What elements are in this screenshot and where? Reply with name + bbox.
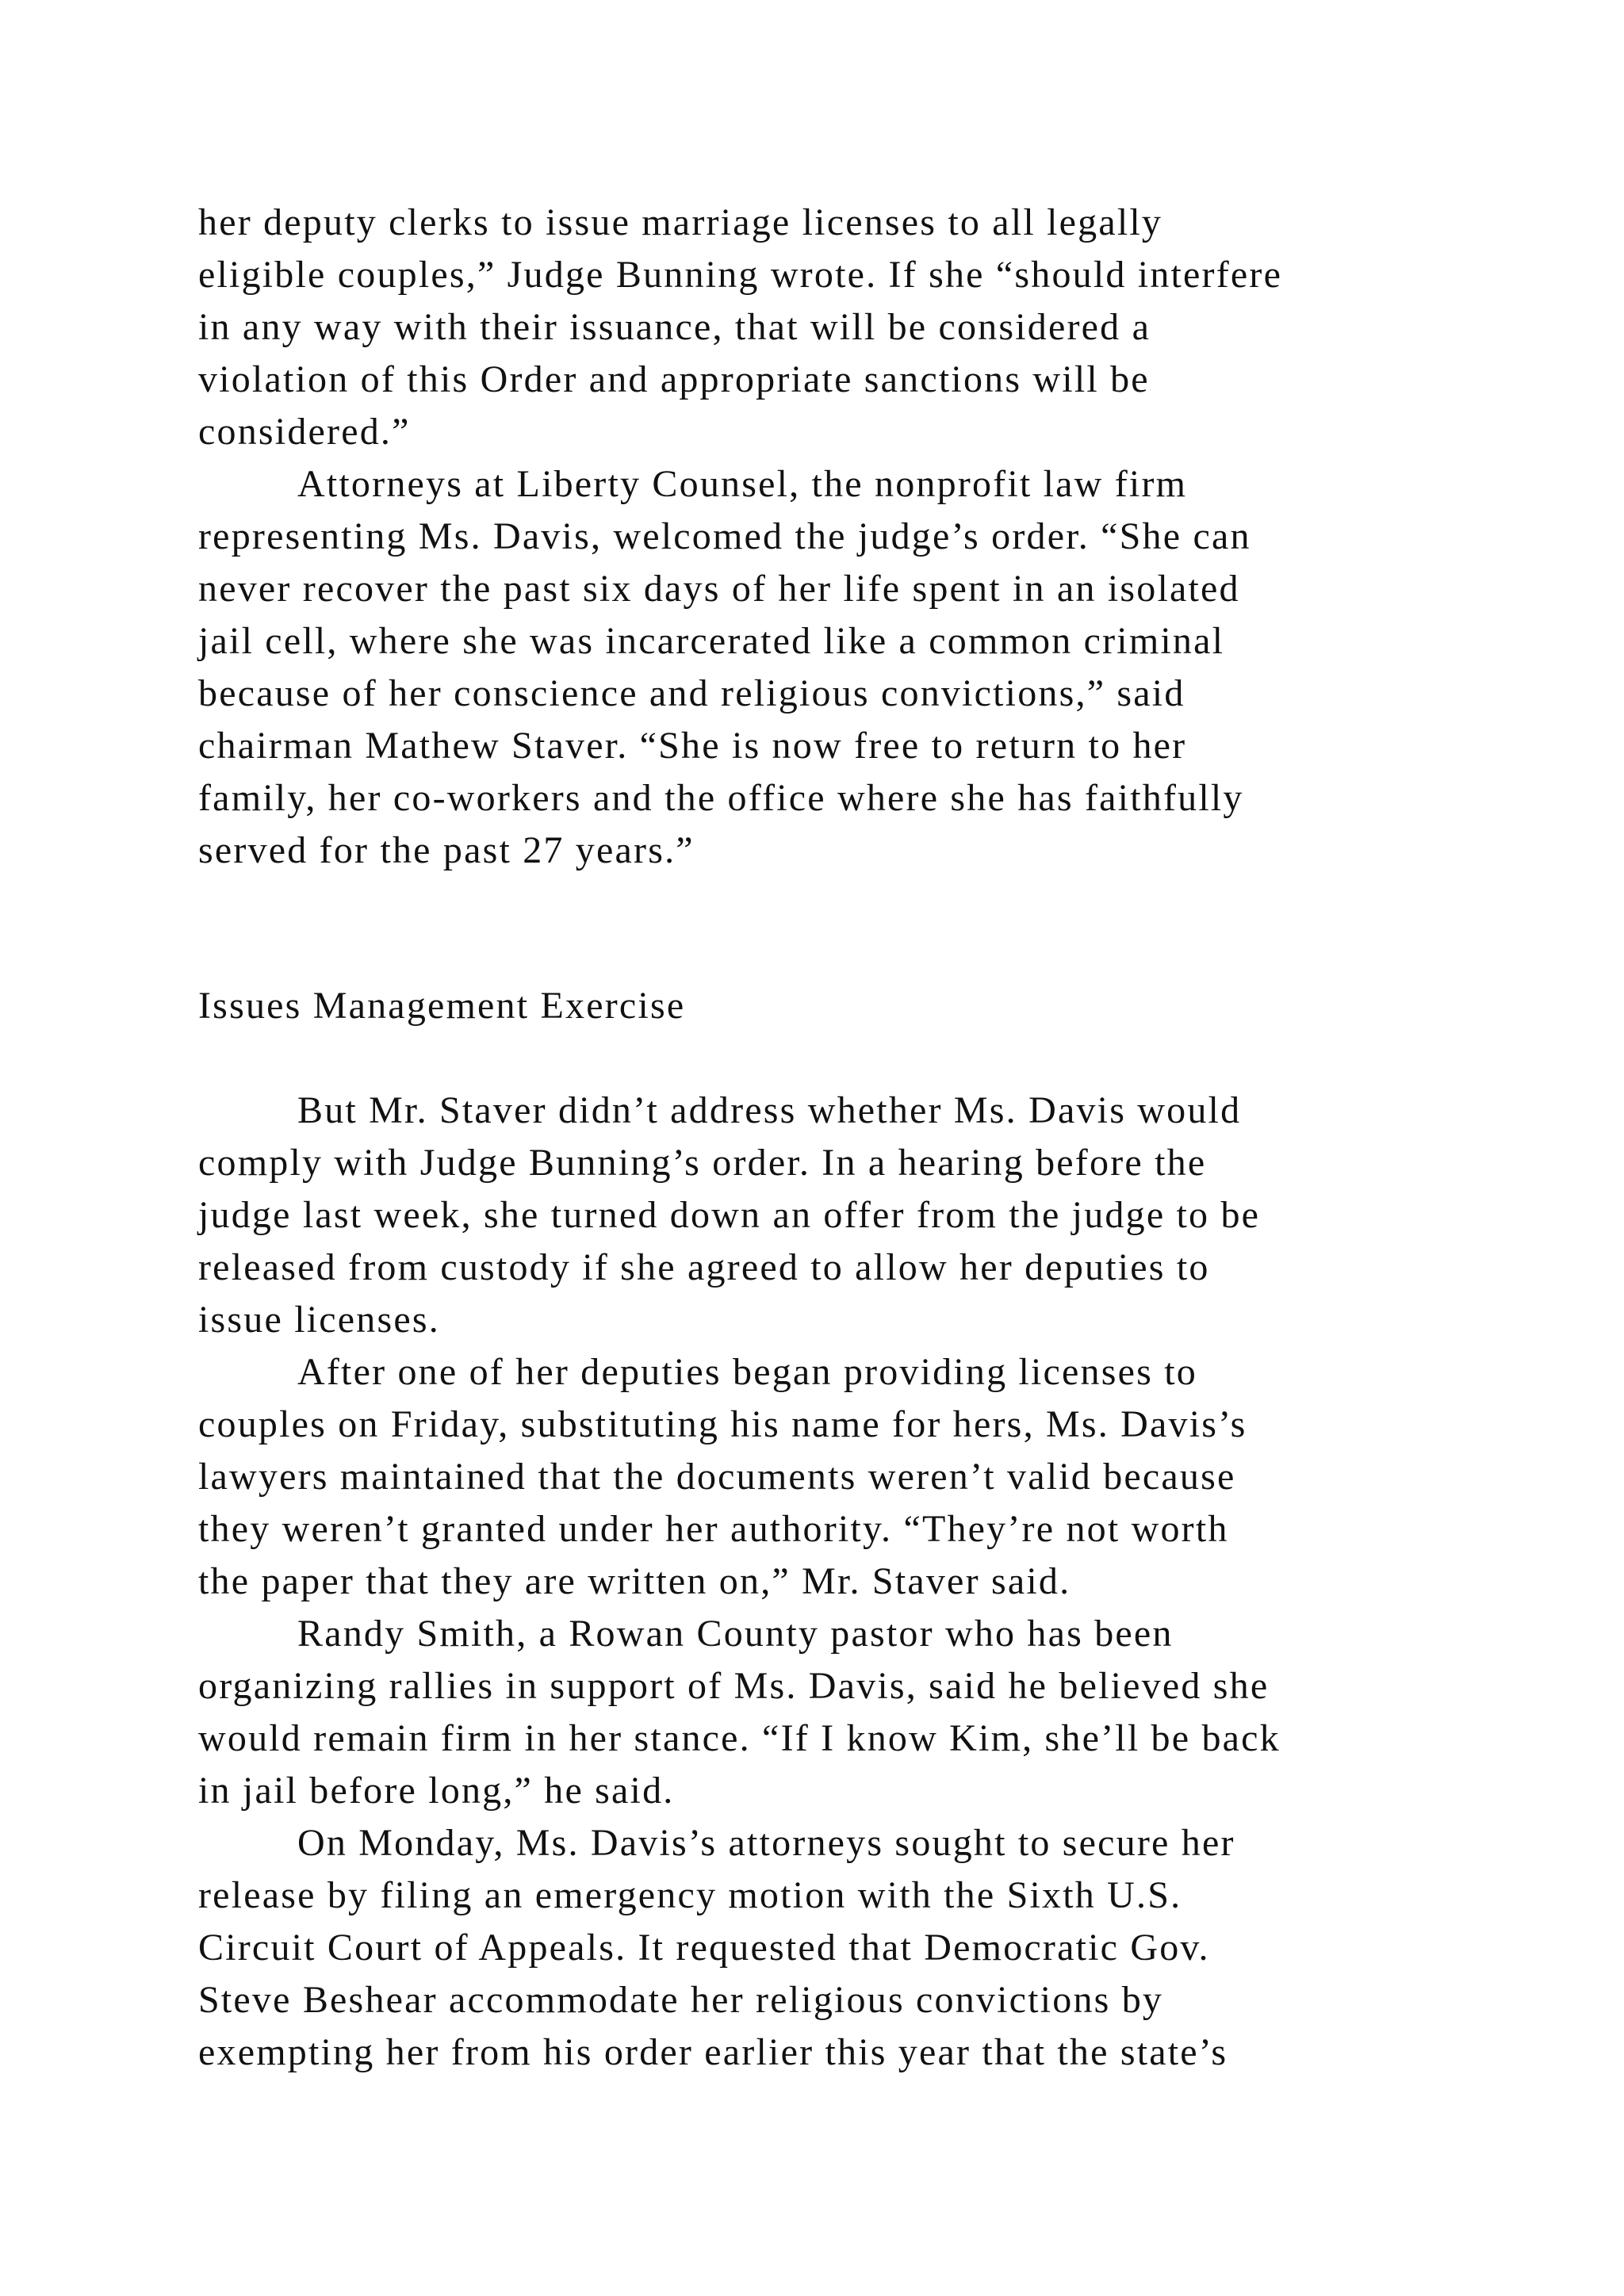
text-line: On Monday, Ms. Davis’s attorneys sought to secure her bbox=[297, 1822, 1235, 1864]
text-line: couples on Friday, substituting his name for hers, Ms. Davis’s bbox=[198, 1403, 1247, 1445]
text-line: would remain firm in her stance. “If I know Kim, she’ll be back bbox=[198, 1717, 1281, 1759]
text-line: in any way with their issuance, that will be considered a bbox=[198, 306, 1151, 348]
text-line: Attorneys at Liberty Counsel, the nonprofit law firm bbox=[297, 463, 1188, 505]
page-header bbox=[198, 980, 1507, 1032]
text-line: the paper that they are written on,” Mr. Staver said. bbox=[198, 1560, 1071, 1602]
text-line: released from custody if she agreed to allow her deputies to bbox=[198, 1246, 1210, 1288]
text-line: family, her co-workers and the office where she has faithfully bbox=[198, 777, 1244, 819]
text-line: because of her conscience and religious convictions,” said bbox=[198, 672, 1185, 714]
text-line: exempting her from his order earlier this year that the state’s bbox=[198, 2031, 1228, 2073]
text-line: Randy Smith, a Rowan County pastor who has been bbox=[297, 1613, 1174, 1655]
text-line: release by filing an emergency motion with the Sixth U.S. bbox=[198, 1874, 1182, 1916]
text-line: never recover the past six days of her life spent in an isolated bbox=[198, 568, 1240, 610]
header-text: Issues Management Exercise bbox=[198, 985, 686, 1027]
body-text-block-1 bbox=[198, 197, 1507, 877]
text-line: served for the past 27 years.” bbox=[198, 829, 695, 871]
text-line: organizing rallies in support of Ms. Davis, said he believed she bbox=[198, 1665, 1270, 1707]
text-line: But Mr. Staver didn’t address whether Ms. Davis would bbox=[297, 1089, 1242, 1131]
text-line: in jail before long,” he said. bbox=[198, 1770, 675, 1812]
text-line: violation of this Order and appropriate sanctions will be bbox=[198, 358, 1150, 400]
text-line: Steve Beshear accommodate her religious convictions by bbox=[198, 1979, 1164, 2021]
body-text-block-2 bbox=[198, 1085, 1507, 2079]
text-line: issue licenses. bbox=[198, 1299, 440, 1341]
text-line: comply with Judge Bunning’s order. In a hearing before the bbox=[198, 1142, 1207, 1184]
text-line: considered.” bbox=[198, 411, 411, 453]
text-line: After one of her deputies began providing licenses to bbox=[297, 1351, 1197, 1393]
text-line: eligible couples,” Judge Bunning wrote. If she “should interfere bbox=[198, 254, 1283, 296]
text-line: they weren’t granted under her authority. “They’re not worth bbox=[198, 1508, 1229, 1550]
text-line: representing Ms. Davis, welcomed the judge’s order. “She can bbox=[198, 515, 1251, 557]
text-line: chairman Mathew Staver. “She is now free to return to her bbox=[198, 725, 1187, 767]
text-line: judge last week, she turned down an offer from the judge to be bbox=[198, 1194, 1261, 1236]
text-line: lawyers maintained that the documents weren’t valid because bbox=[198, 1456, 1236, 1498]
text-line: jail cell, where she was incarcerated like a common criminal bbox=[198, 620, 1225, 662]
text-line: Circuit Court of Appeals. It requested that Democratic Gov. bbox=[198, 1927, 1210, 1969]
text-line: her deputy clerks to issue marriage licenses to all legally bbox=[198, 201, 1163, 243]
